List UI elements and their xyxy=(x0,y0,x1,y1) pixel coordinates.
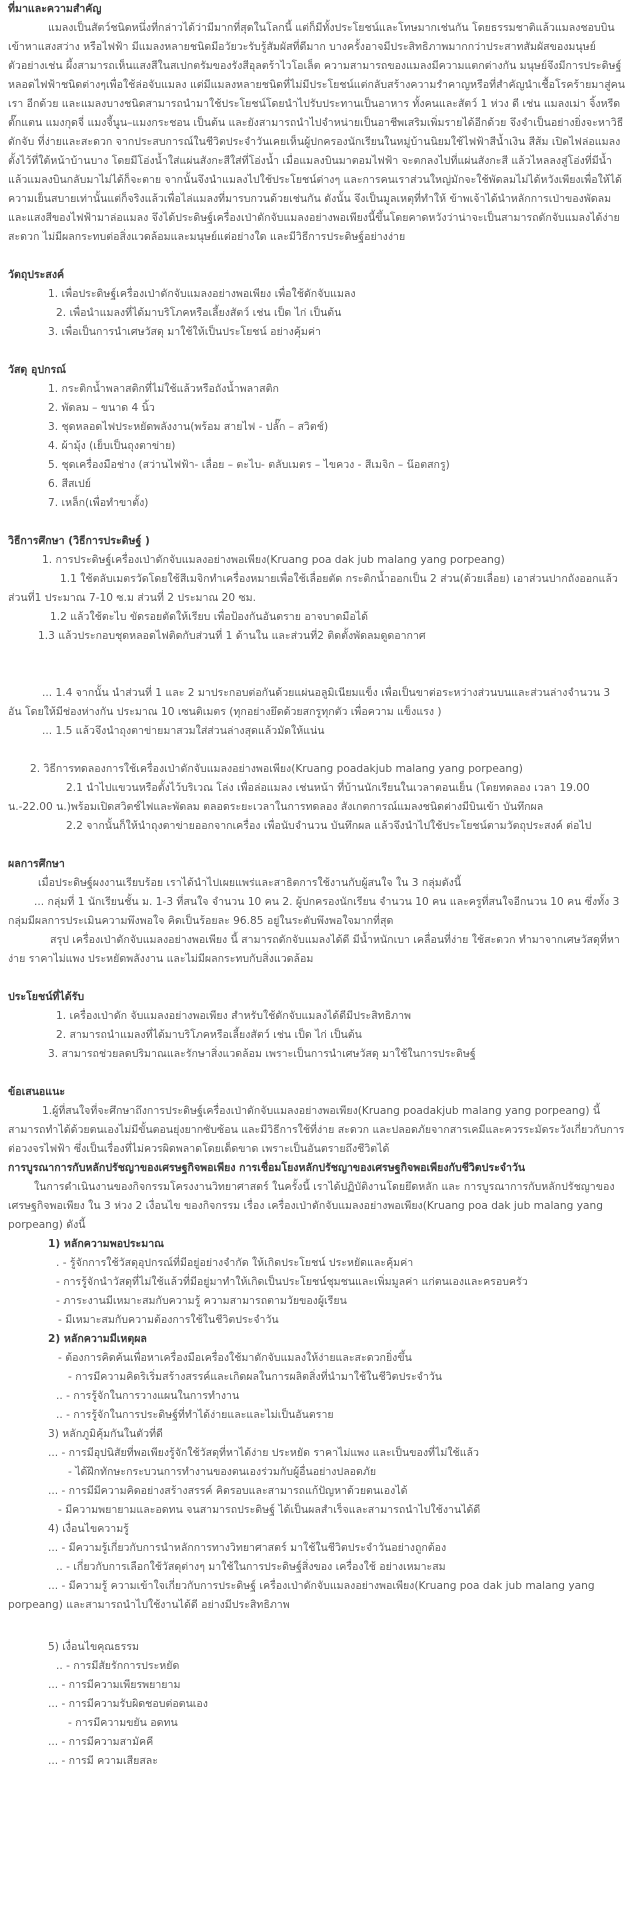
material-item: 2. พัดลม – ขนาด 4 นิ้ว xyxy=(48,402,155,414)
principle-item: - ได้ฝึกทักษะกระบวนการทำงานของตนเองร่วมกับผู้อื่นอย่างปลอดภัย xyxy=(68,1466,377,1478)
principle-item: ... - การมีความรับผิดชอบต่อตนเอง xyxy=(48,1698,208,1710)
objective-item: 3. เพื่อเป็นการนำเศษวัสดุ มาใช้ให้เป็นประโยชน์ อย่างคุ้มค่า xyxy=(48,326,321,338)
benefit-item: 1. เครื่องเป่าดัก จับแมลงอย่างพอเพียง สำหรับใช้ดักจับแมลงได้ดีมีประสิทธิภาพ xyxy=(56,1010,412,1022)
method-step: ... 1.4 จากนั้น นำส่วนที่ 1 และ 2 มาประกอบต่อกันด้วยแผ่นอลูมิเนียมแข็ง เพื่อเป็นขาต่อระหว่างส่วนบนและส่วนล่างจำนวน 3 อัน โดยให้มีช่องห่างกัน ประมาณ 10 เซนติเมตร (ทุกอย่างยึดด้วยสกรูทุกตัว เพื่อความ แข็งแรง ) xyxy=(8,687,611,718)
principle-heading: 2) หลักความมีเหตุผล xyxy=(48,1333,147,1345)
sufficiency-heading: การบูรณาการกับหลักปรัชญาของเศรษฐกิจพอเพียง การเชื่อมโยงหลักปรัชญาของเศรษฐกิจพอเพียงกับชีวิตประจำวัน xyxy=(8,1162,526,1174)
suggestion-text: 1.ผู้ที่สนใจที่จะศึกษาถึงการประดิษฐ์เครื่องเป่าดักจับแมลงอย่างพอเพียง(Kruang poadakjub malang yang porpeang) นี้ สามารถทำได้ด้วยตนเองไม่มีขั้นตอนยุ่งยากซับซ้อน และมีวิธีการใช้ที่ง่าย สะดวก และปลอดภัยจากสารเคมีและควรระมัดระวังเกี่ยวกับการต่อวงจรไฟฟ้า ซึ่งเป็นเรื่องที่ไม่ควรผิดพลาดโดยเด็ดขาด เพราะเป็นอันตรายถึงชีวิตได้ xyxy=(8,1105,625,1155)
results-text: ... กลุ่มที่ 1 นักเรียนชั้น ม. 1-3 ที่สนใจ จำนวน 10 คน 2. ผู้ปกครองนักเรียน จำนวน 10 คน และครูที่สนใจอีกนวน 10 คน ซึ่งทั้ง 3 กลุ่มมีผลการประเมินความพึงพอใจ คิดเป็นร้อยละ 96.85 อยู่ในระดับพึงพอใจมากที่สุด xyxy=(8,896,620,927)
material-item: 4. ผ้ามุ้ง (เย็บเป็นถุงตาข่าย) xyxy=(48,440,176,452)
method-step: 2.2 จากนั้นก็ให้นำถุงตาข่ายออกจากเครื่อง เพื่อนับจำนวน บันทึกผล แล้วจึงนำไปใช้ประโยชน์ตามวัตถุประสงค์ ต่อไป xyxy=(66,820,592,832)
principle-item: ... - การมีความสามัคคี xyxy=(48,1736,154,1748)
principle-item: ... - การมี ความเสียสละ xyxy=(48,1755,158,1767)
section-title-materials: วัสดุ อุปกรณ์ xyxy=(8,364,67,376)
section-title-method: วิธีการศึกษา (วิธีการประดิษฐ์ ) xyxy=(8,535,150,547)
principle-item: - มีความพยายามและอดทน จนสามารถประดิษฐ์ ได้เป็นผลสำเร็จและสามารถนำไปใช้งานได้ดี xyxy=(58,1504,481,1516)
principle-item: .. - การรู้จักในการประดิษฐ์ที่ทำได้ง่ายและและไม่เป็นอันตราย xyxy=(56,1409,334,1421)
benefit-item: 2. สามารถนำแมลงที่ได้มาบริโภคหรือเลี้ยงสัตว์ เช่น เป็ด ไก่ เป็นต้น xyxy=(56,1029,362,1041)
principle-item: - การมีความขยัน อดทน xyxy=(68,1717,178,1729)
principle-item: ... - มีความรู้เกี่ยวกับการนำหลักการทางวิทยาศาสตร์ มาใช้ในชีวิตประจำวันอย่างถูกต้อง xyxy=(48,1542,447,1554)
principle-item: ... - การมีความเพียรพยายาม xyxy=(48,1679,181,1691)
section-title-objectives: วัตถุประสงค์ xyxy=(8,269,65,281)
material-item: 6. สีสเปย์ xyxy=(48,478,91,490)
principle-heading: 4) เงื่อนไขความรู้ xyxy=(48,1523,129,1535)
method-step: ... 1.5 แล้วจึงนำถุงตาข่ายมาสวมใส่ส่วนล่างสุดแล้วมัดให้แน่น xyxy=(42,725,325,737)
method-step: 2.1 นำไปแขวนหรือตั้งไว้บริเวณ โล่ง เพื่อล่อแมลง เช่นหน้า ที่บ้านนักเรียนในเวลาตอนเย็น (โดยทดลอง เวลา 19.00 น.-22.00 น.)พร้อมเปิดสวิตช์ไฟและพัดลม ตลอดระยะเวลาในการทดลอง สังเกตการณ์แมลงชนิดต่างมีบินเข้า บันทึกผล xyxy=(8,782,590,813)
material-item: 5. ชุดเครื่องมือช่าง (สว่านไฟฟ้า- เลื่อย – ตะไบ- ตลับเมตร – ไขควง - สีเมจิก – น๊อตสกรู) xyxy=(48,459,450,471)
principle-heading: 5) เงื่อนไขคุณธรรม xyxy=(48,1641,139,1653)
section-title-suggestions: ข้อเสนอแนะ xyxy=(8,1086,66,1098)
principle-item: .. - การรู้จักในการวางแผนในการทำงาน xyxy=(56,1390,240,1402)
principle-item: ... - มีความรู้ ความเข้าใจเกี่ยวกับการประดิษฐ์ เครื่องเป่าดักจับแมลงอย่างพอเพียง(Kruang poa dak jub malang yang porpeang) และสามารถนำไปใช้งานได้ดี อย่างมีประสิทธิภาพ xyxy=(8,1580,595,1611)
method-step: 2. วิธีการทดลองการใช้เครื่องเป่าดักจับแมลงอย่างพอเพียง(Kruang poadakjub malang yang porpeang) xyxy=(30,763,523,775)
section-title-results: ผลการศึกษา xyxy=(8,858,65,870)
objective-item: 1. เพื่อประดิษฐ์เครื่องเป่าดักจับแมลงอย่างพอเพียง เพื่อใช้ดักจับแมลง xyxy=(48,288,356,300)
principle-item: . - รู้จักการใช้วัสดุอุปกรณ์ที่มีอยู่อย่างจำกัด ให้เกิดประโยชน์ ประหยัดและคุ้มค่า xyxy=(56,1257,414,1269)
principle-heading: 3) หลักภูมิคุ้มกันในตัวที่ดี xyxy=(48,1428,163,1440)
principle-heading: 1) หลักความพอประมาณ xyxy=(48,1238,164,1250)
section-title-background: ที่มาและความสำคัญ xyxy=(8,3,102,15)
material-item: 1. กระติกน้ำพลาสติกที่ไม่ใช้แล้วหรือถังน้ำพลาสติก xyxy=(48,383,279,395)
principle-item: - ต้องการคิดค้นเพื่อหาเครื่องมือเครื่องใช้มาดักจับแมลงให้ง่ายและสะดวกยิ่งขึ้น xyxy=(58,1352,412,1364)
principle-item: .. - การมีสัยรักการประหยัด xyxy=(56,1660,180,1672)
principle-item: ... - การมีอุปนิสัยที่พอเพียงรู้จักใช้วัสดุที่หาได้ง่าย ประหยัด ราคาไม่แพง และเป็นของที่ไม่ใช้แล้ว xyxy=(48,1447,479,1459)
material-item: 7. เหล็ก(เพื่อทำขาตั้ง) xyxy=(48,497,149,509)
results-text: เมื่อประดิษฐ์ผงงานเรียบร้อย เราได้นำไปเผยแพร่และสาธิตการใช้งานกับผู้สนใจ ใน 3 กลุ่มดังนี้ xyxy=(38,877,462,889)
principle-item: - การรู้จักนำวัสดุที่ไม่ใช้แล้วที่มีอยู่มาทำให้เกิดเป็นประโยชน์ชุมชนและเพิ่มมูลค่า แก่ตนเองและครอบครัว xyxy=(56,1276,528,1288)
method-step: 1. การประดิษฐ์เครื่องเป่าดักจับแมลงอย่างพอเพียง(Kruang poa dak jub malang yang porpeang) xyxy=(42,554,505,566)
principle-item: - การมีความคิดริเริ่มสร้างสรรค์และเกิดผลในการผลิตสิ่งที่นำมาใช้ในชีวิตประจำวัน xyxy=(68,1371,443,1383)
method-step: 1.2 แล้วใช้ตะไบ ขัดรอยตัดให้เรียบ เพื่อป้องกันอันตราย อาจบาดมือได้ xyxy=(50,611,368,623)
method-step: 1.1 ใช้ตลับเมตรวัดโดยใช้สีเมจิกทำเครื่องหมายเพื่อใช้เลื่อยตัด กระติกน้ำออกเป็น 2 ส่วน(ด้วยเลื่อย) เอาส่วนปากถังออกแล้ว ส่วนที่1 ประมาณ 7-10 ซ.ม ส่วนที่ 2 ประมาณ 20 ซม. xyxy=(8,573,618,604)
section-title-benefits: ประโยชน์ที่ได้รับ xyxy=(8,991,85,1003)
background-paragraph: แมลงเป็นสัตว์ชนิดหนึ่งที่กล่าวได้ว่ามีมากที่สุดในโลกนี้ แต่ก็มีทั้งประโยชน์และโทษมากเช่นกัน โดยธรรมชาติแล้วแมลงชอบบินเข้าหาแสงสว่าง หรือไฟฟ้า มีแมลงหลายชนิดมีอวัยวะรับรู้สัมผัสที่ดีมาก บางครั้งอาจมีประสิทธิภาพมากกว่าประสาทสัมผัสของมนุษย์ ตัวอย่างเช่น ผึ้งสามารถเห็นแสงสีในสเปกตรัมของรังสีอุลตร้าไวโอเล็ต ความสามารถของแมลงมีความแตกต่างกัน มนุษย์จึงมีการประดิษฐ์หลอดไฟฟ้าชนิดต่างๆเพื่อใช้ล่อจับแมลง แต่มีแมลงหลายชนิดที่ไม่มีประโยชน์แต่กลับสร้างความรำคาญหรือที่สำคัญนำเชื้อโรคร้ายมาสู่คนเรา อีกด้วย และแมลงบางชนิดสามารถนำมาใช้ประโยชน์โดยนำไปรับประทานเป็นอาหาร ทั้งคนและสัตว์ 1 ห่วง ดี เช่น แมลงเม่า จิ้งหรีด ตั๊กแตน แมงกุดจี่ แมงจี้นูน–แมงกระชอน เป็นต้น และยังสามารถนำไปจำหน่ายเป็นอาชีพเสริมเพิ่มรายได้อีกด้วย จึงจำเป็นอย่างยิ่งจะหาวิธีดักจับ ที่ง่ายและสะดวก จากประสบการณ์ในชีวิตประจำวันเคยเห็นผู้ปกครองนักเรียนในหมู่บ้านนิยมใช้ไฟฟ้าสีน้ำเงิน สีส้ม เปิดไฟล่อแมลง ตั้งไว้ที่ใต้หน้าบ้านบาง โดยมีโอ่งน้ำใส่แผ่นสังกะสีใส่ที่โอ่งน้ำ เมื่อแมลงบินมาตอมไฟฟ้า จะตกลงไปที่แผ่นสังกะสี แล้วไหลลงสู่โอ่งที่มีน้ำแล้วแมลงบินกลับมาไม่ได้ก็จะตาย จากนั้นจึงนำแมลงไปใช้ประโยชน์ต่างๆ และการคนเราส่วนใหญ่มักจะใช้พัดลมไม่ได้หวังเพียงเพื่อให้ได้ความเย็นสบายเท่านั้นแต่ก็จริงแล้วเพื่อไล่แมลงที่มารบกวนด้วยเช่นกัน ดังนั้น จึงเป็นมูลเหตุที่ทำให้ ข้าพเจ้าได้นำหลักการเป่าของพัดลมและแสงสีของไฟฟ้ามาล่อแมลง จึงได้ประดิษฐ์เครื่องเป่าดักจับแมลงอย่างพอเพียงนี้ขึ้นโดยคาดหวังว่าน่าจะเป็นสามารถดักจับแมลงได้ง่าย สะดวก ไม่มีผลกระทบต่อสิ่งแวดล้อมและมนุษย์แต่อย่างใด และมีวิธีการประดิษฐ์อย่างง่าย xyxy=(8,22,626,243)
material-item: 3. ชุดหลอดไฟประหยัดพลังงาน(พร้อม สายไฟ - ปลั๊ก – สวิตช์) xyxy=(48,421,329,433)
principle-item: - ภาระงานมีเหมาะสมกับความรู้ ความสามารถตามวัยของผู้เรียน xyxy=(56,1295,347,1307)
principle-item: .. - เกี่ยวกับการเลือกใช้วัสดุต่างๆ มาใช้ในการประดิษฐ์สิ่งของ เครื่องใช้ อย่างเหมาะสม xyxy=(56,1561,446,1573)
principle-item: - มีเหมาะสมกับความต้องการใช้ในชีวิตประจำวัน xyxy=(58,1314,279,1326)
benefit-item: 3. สามารถช่วยลดปริมาณและรักษาสิ่งแวดล้อม เพราะเป็นการนำเศษวัสดุ มาใช้ในการประดิษฐ์ xyxy=(48,1048,476,1060)
objective-item: 2. เพื่อนำแมลงที่ได้มาบริโภคหรือเลี้ยงสัตว์ เช่น เป็ด ไก่ เป็นต้น xyxy=(56,307,342,319)
results-summary: สรุป เครื่องเป่าดักจับแมลงอย่างพอเพียง นี้ สามารถดักจับแมลงได้ดี มีน้ำหนักเบา เคลื่อนที่ง่าย ใช้สะดวก ทำมาจากเศษวัสดุที่หาง่าย ราคาไม่แพง ประหยัดพลังงาน และไม่มีผลกระทบกับสิ่งแวดล้อม xyxy=(8,934,620,965)
principle-item: ... - การมีมีความคิดอย่างสร้างสรรค์ คิดรอบและสามารถแก้ปัญหาด้วยตนเองได้ xyxy=(48,1485,408,1497)
sufficiency-intro: ในการดำเนินงานของกิจกรรมโครงงานวิทยาศาสตร์ ในครั้งนี้ เราได้ปฏิบัติงานโดยยึดหลัก และ การบูรณาการกับหลักปรัชญาของเศรษฐกิจพอเพียง ใน 3 ห่วง 2 เงื่อนไข ของกิจกรรม เรื่อง เครื่องเป่าดักจับแมลงอย่างพอเพียง(Kruang poa dak jub malang yang porpeang) ดังนี้ xyxy=(8,1181,615,1231)
method-step: 1.3 แล้วประกอบชุดหลอดไฟติดกับส่วนที่ 1 ด้านใน และส่วนที่2 ติดตั้งพัดลมดูดอากาศ xyxy=(38,630,426,642)
